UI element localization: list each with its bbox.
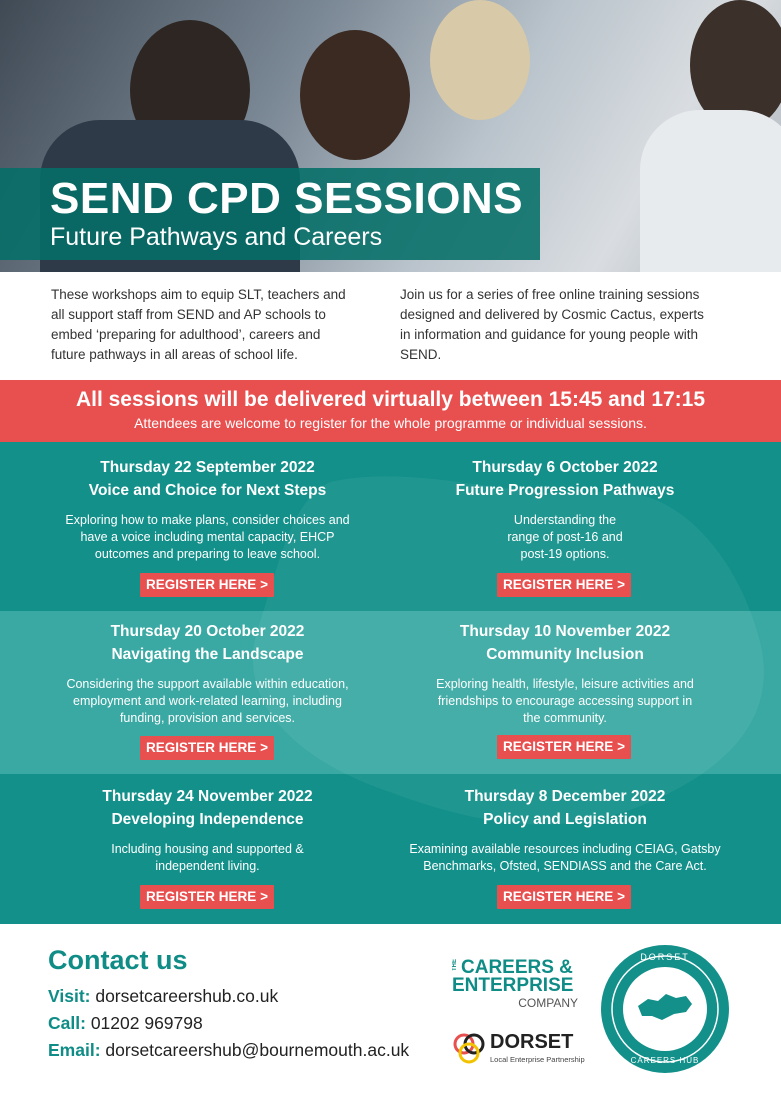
person-shape [640,110,781,272]
session-date: Thursday 6 October 2022 [472,459,658,476]
session-card [60,459,355,563]
website-link[interactable]: dorsetcareershub.co.uk [95,986,279,1006]
call-label: Call: [48,1013,86,1033]
contact-email [48,1040,409,1061]
lep-rings-icon [452,1032,488,1066]
dorset-lep-logo [452,1030,584,1068]
session-date: Thursday 22 September 2022 [100,459,315,476]
register-button[interactable]: REGISTER HERE > [140,885,274,909]
session-date: Thursday 10 November 2022 [459,623,671,640]
phone-number[interactable]: 01202 969798 [90,1013,203,1033]
register-button[interactable]: REGISTER HERE > [497,885,631,909]
register-button[interactable]: REGISTER HERE > [140,573,274,597]
careers-hub-badge [600,944,730,1074]
session-description: Understanding the range of post-16 and post-19 options. [507,513,623,561]
register-button[interactable]: REGISTER HERE > [140,736,274,760]
register-button[interactable]: REGISTER HERE > [497,573,631,597]
session-card [55,623,360,727]
session-description: Exploring how to make plans, consider choices and have a voice including mental capacity, EHCP outcomes and preparing to leave school. [65,513,350,561]
intro-right: Join us for a series of free online training sessions designed and delivered by Cosmic Cactus, experts in information and guidance for young people with SEND. [400,287,704,362]
person-shape [300,30,410,160]
cec-the: THE [452,959,458,971]
session-title: Policy and Legislation [483,811,647,828]
session-date: Thursday 20 October 2022 [110,623,305,640]
session-title: Community Inclusion [486,646,644,663]
hub-badge-graphic [600,944,730,1074]
contact-visit [48,986,278,1007]
session-description: Examining available resources including CEIAG, Gatsby Benchmarks, Ofsted, SENDIASS and the Care Act. [409,842,721,873]
register-button[interactable]: REGISTER HERE > [497,735,631,759]
session-title: Developing Independence [111,811,304,828]
session-title: Navigating the Landscape [111,646,304,663]
contact-call [48,1013,203,1034]
email-label: Email: [48,1040,101,1060]
session-card [420,623,710,727]
session-description: Considering the support available within education, employment and work-related learning, including funding, provision and services. [66,677,349,725]
visit-label: Visit: [48,986,91,1006]
session-card [420,459,710,563]
session-title: Future Progression Pathways [455,482,675,499]
cec-logo [452,958,584,1012]
page-subtitle: Future Pathways and Careers [50,223,383,251]
banner-subline: Attendees are welcome to register for the whole programme or individual sessions. [134,415,647,431]
cec-line1: CAREERS & [461,957,573,978]
hub-bottom-text: CAREERS HUB [630,1056,700,1065]
session-description: Exploring health, lifestyle, leisure activities and friendships to encourage accessing support in the community. [436,677,694,725]
lep-sub: Local Enterprise Partnership [490,1055,585,1064]
session-card [400,788,730,875]
cec-line2: ENTERPRISE [452,975,574,996]
email-link[interactable]: dorsetcareershub@bournemouth.ac.uk [105,1040,410,1060]
person-shape [430,0,530,120]
session-description: Including housing and supported & independent living. [111,842,304,873]
banner-headline: All sessions will be delivered virtually between 15:45 and 17:15 [75,388,706,411]
page-title: SEND CPD SESSIONS [50,174,524,223]
contact-title: Contact us [48,945,188,975]
delivery-banner [0,380,781,442]
intro-left: These workshops aim to equip SLT, teachers and all support staff from SEND and AP schools to embed ‘preparing for adulthood’, careers and future pathways in all areas of school life. [51,287,346,362]
cec-line3: COMPANY [518,996,578,1010]
session-card [60,788,355,875]
session-date: Thursday 24 November 2022 [102,788,313,805]
hub-top-text: DORSET [640,952,690,962]
session-date: Thursday 8 December 2022 [464,788,666,805]
session-title: Voice and Choice for Next Steps [88,482,327,499]
lep-name: DORSET [490,1031,574,1053]
